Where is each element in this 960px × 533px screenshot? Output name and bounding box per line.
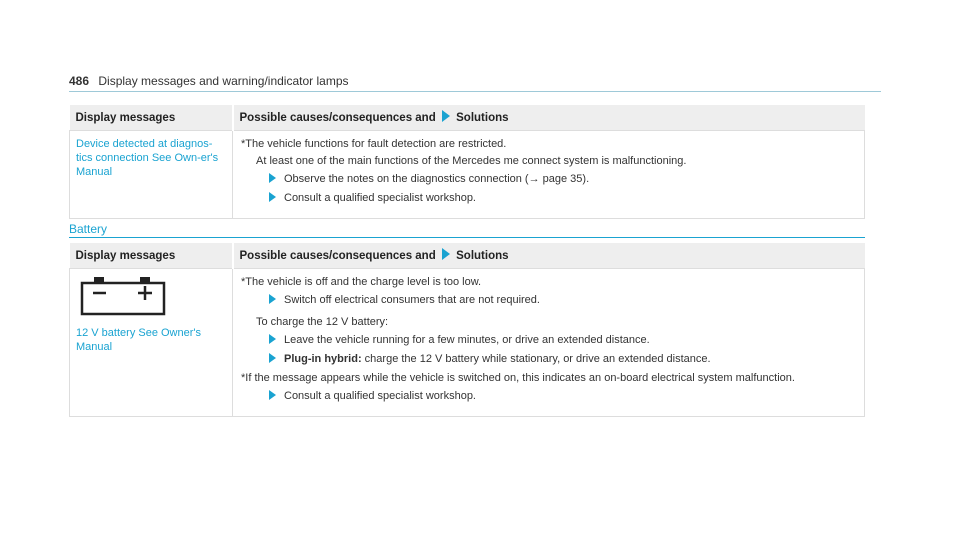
- column-header-solutions-label: Solutions: [456, 250, 509, 262]
- solution-arrow-icon: [442, 248, 450, 260]
- step-arrow-icon: [269, 390, 276, 400]
- page-header: [69, 73, 881, 92]
- display-message-diagnostics[interactable]: Device detected at diagnos-tics connection See Own-er's Manual: [76, 138, 219, 178]
- solution-step: [239, 389, 858, 403]
- column-header-display-messages: Display messages: [70, 243, 233, 269]
- solution-step-text: Leave the vehicle running for a few minutes, or drive an extended distance.: [284, 334, 650, 346]
- solution-step: [239, 172, 858, 186]
- plug-in-hybrid-label: Plug-in hybrid:: [284, 353, 362, 365]
- column-header-causes-label: Possible causes/consequences and: [239, 250, 436, 262]
- column-header-causes-solutions: [233, 243, 865, 269]
- page-header-title: Display messages and warning/indicator lamps: [98, 74, 349, 88]
- battery-message-table: [69, 243, 865, 417]
- column-header-causes-solutions: [233, 105, 865, 131]
- causes-solutions-cell: [233, 131, 865, 219]
- step-arrow-icon: [269, 294, 276, 304]
- solution-step-text: Consult a qualified specialist workshop.: [284, 390, 476, 402]
- solution-arrow-icon: [442, 110, 450, 122]
- diagnostics-message-table: [69, 105, 865, 219]
- column-header-solutions-label: Solutions: [456, 112, 509, 124]
- step-arrow-icon: [269, 173, 276, 183]
- column-header-causes-label: Possible causes/consequences and: [239, 112, 436, 124]
- display-message-battery[interactable]: 12 V battery See Owner's Manual: [76, 327, 201, 353]
- step-arrow-icon: [269, 353, 276, 363]
- solution-step: [239, 352, 858, 366]
- solution-step-text: Consult a qualified specialist workshop.: [284, 192, 476, 204]
- table-row: [70, 131, 865, 219]
- display-message-cell: [70, 131, 233, 219]
- step-arrow-icon: [269, 192, 276, 202]
- solution-step: [239, 293, 858, 307]
- section-title-battery: Battery: [69, 222, 865, 238]
- solution-step: [239, 333, 858, 347]
- solution-step-text: charge the 12 V battery while stationary, or drive an extended distance.: [364, 353, 711, 365]
- causes-solutions-cell: [233, 269, 865, 417]
- solution-step-text: Switch off electrical consumers that are not required.: [284, 294, 540, 306]
- cause-detail: At least one of the main functions of the Mercedes me connect system is malfunctioning.: [256, 155, 687, 167]
- cause-text: *The vehicle is off and the charge level is too low.: [241, 276, 482, 288]
- cause-text: *If the message appears while the vehicle is switched on, this indicates an on-board electrical system malfunction.: [241, 372, 795, 384]
- battery-icon: [80, 276, 166, 316]
- column-header-display-messages: Display messages: [70, 105, 233, 131]
- cause-detail: To charge the 12 V battery:: [256, 316, 389, 328]
- page-number: 486: [69, 74, 90, 88]
- cause-text: *The vehicle functions for fault detection are restricted.: [241, 138, 507, 150]
- step-arrow-icon: [269, 334, 276, 344]
- solution-step: [239, 191, 858, 205]
- display-message-cell: [70, 269, 233, 417]
- table-row: [70, 269, 865, 417]
- solution-step-text[interactable]: Observe the notes on the diagnostics connection (→ page 35).: [284, 173, 590, 185]
